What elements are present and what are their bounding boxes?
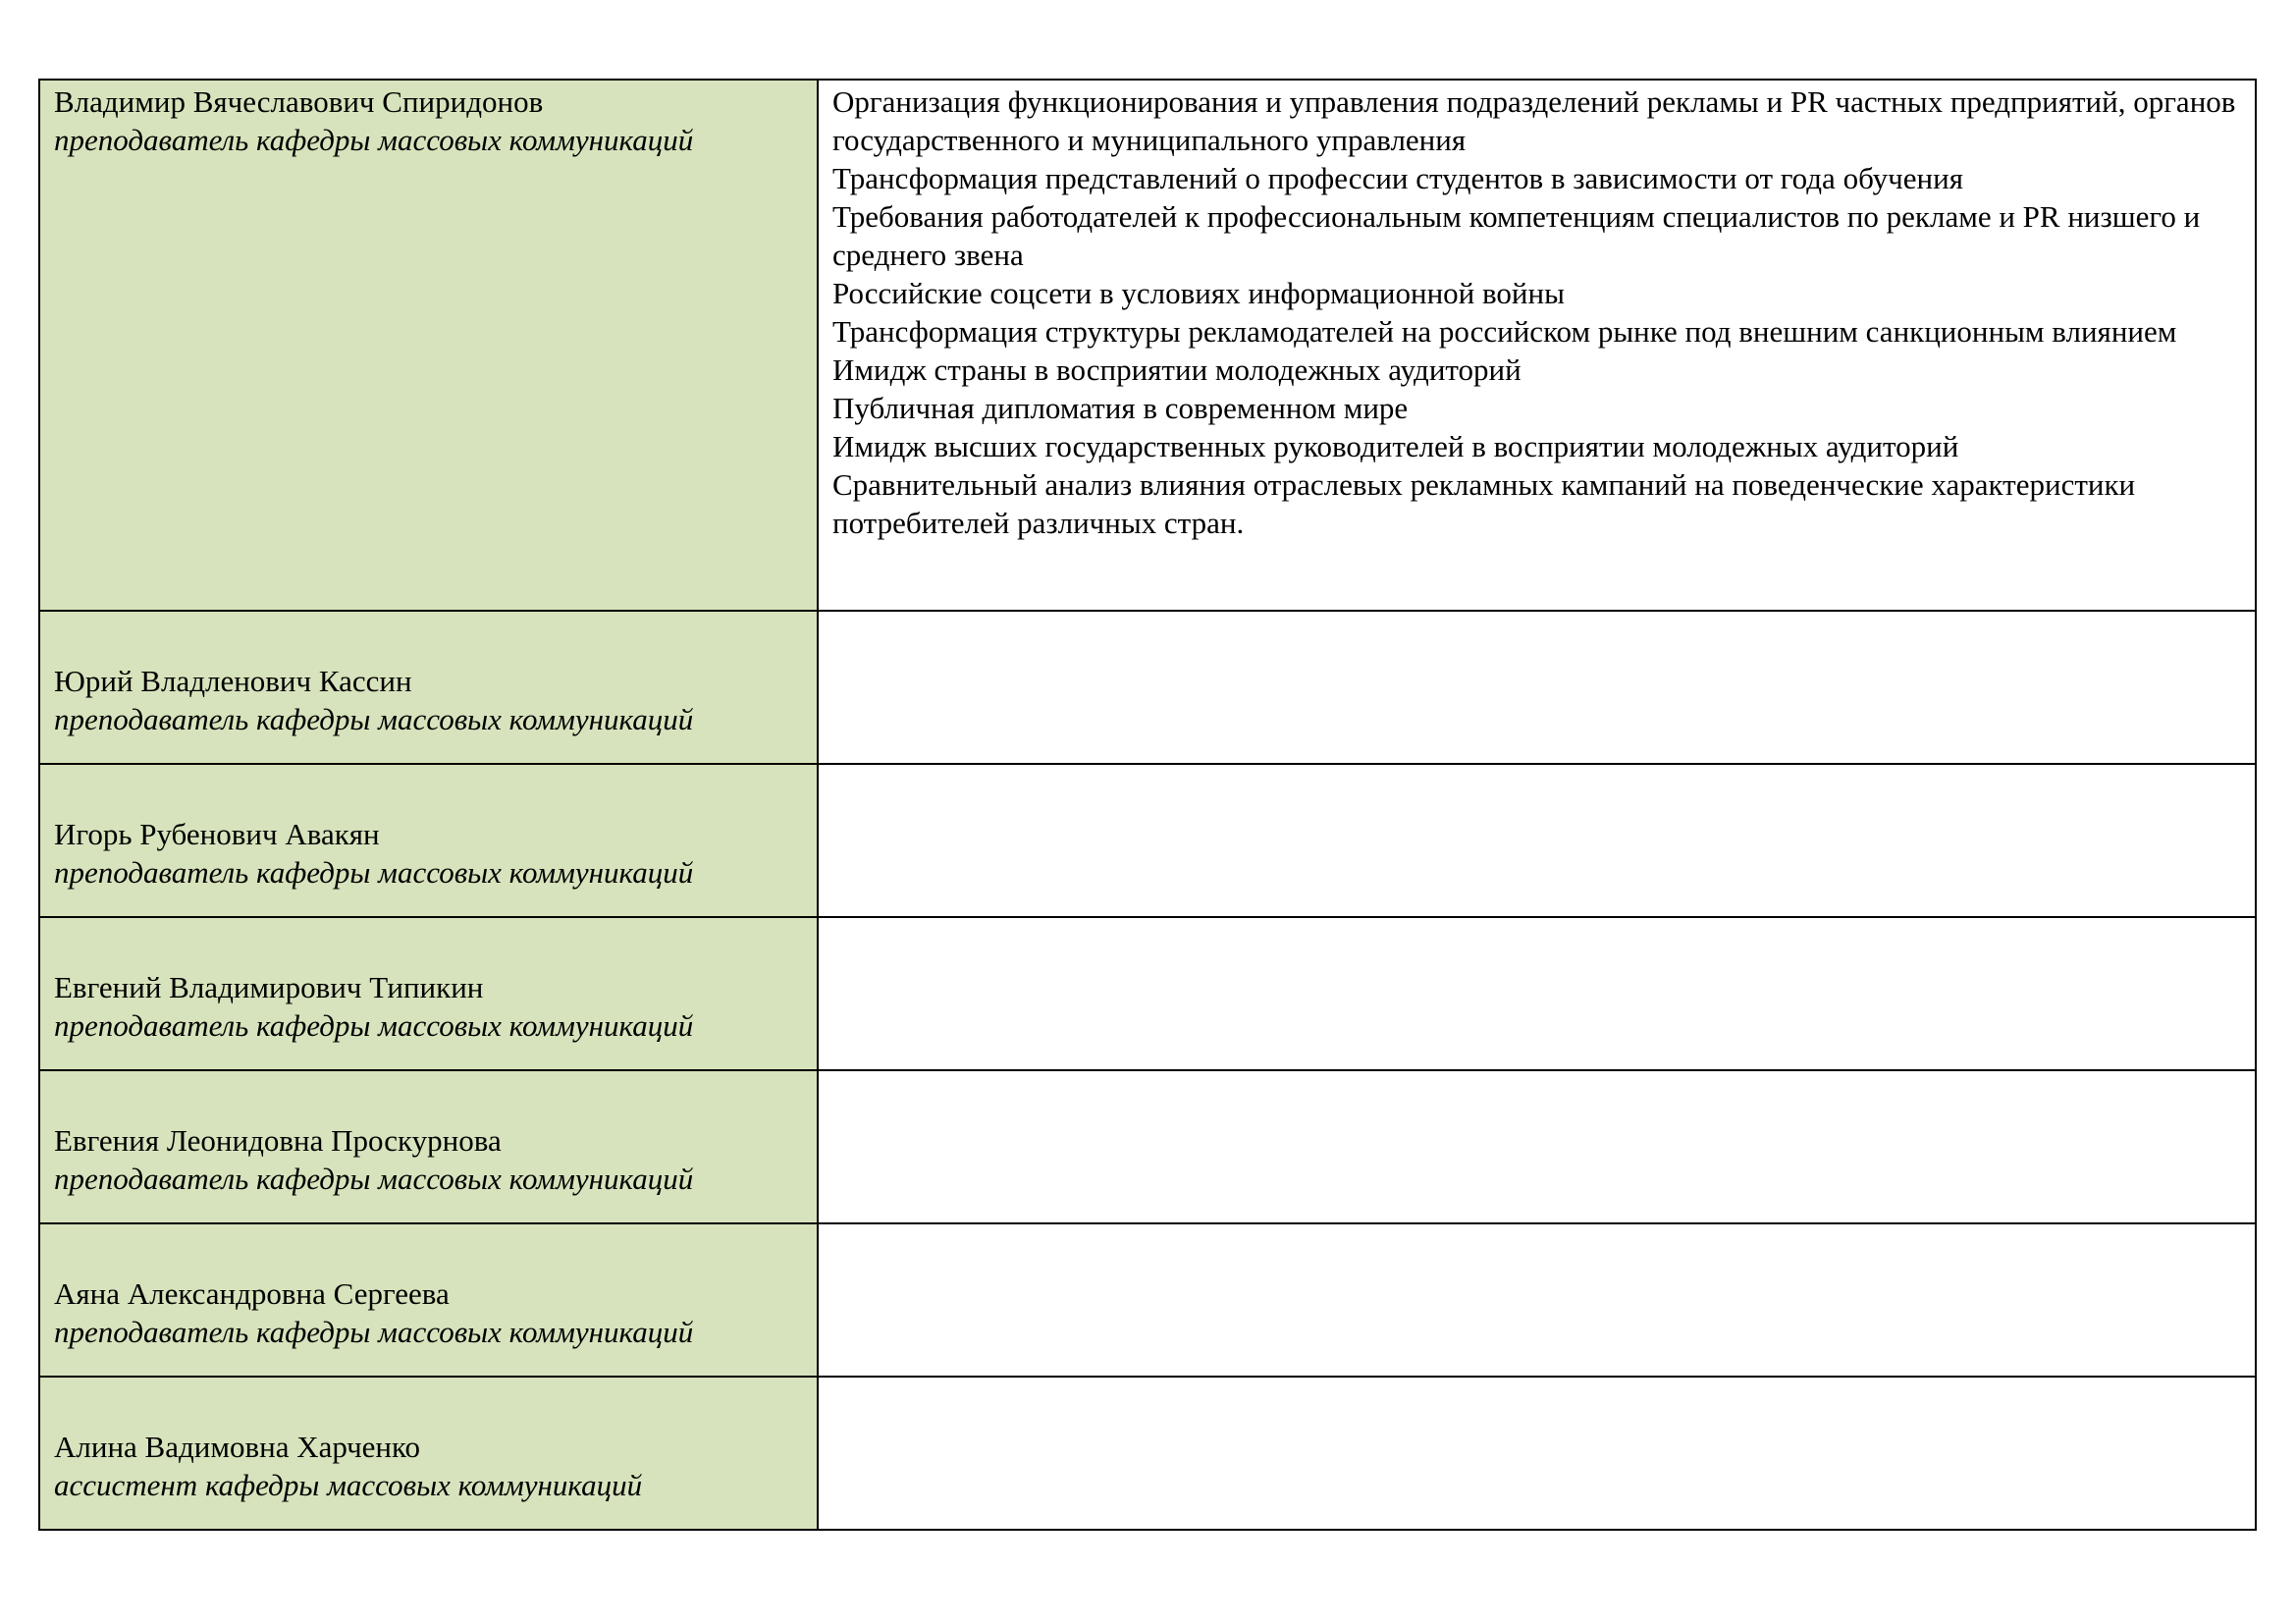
topic-item: Российские соцсети в условиях информационной войны	[832, 276, 1565, 310]
person-name: Игорь Рубенович Авакян	[54, 817, 380, 851]
person-cell	[39, 764, 818, 917]
topics-cell-empty	[818, 1223, 2256, 1377]
table-row	[39, 1377, 2256, 1530]
person-name: Юрий Владленович Кассин	[54, 664, 412, 698]
person-role: преподаватель кафедры массовых коммуникаций	[54, 1315, 694, 1349]
topics-cell	[818, 80, 2256, 611]
person-role: преподаватель кафедры массовых коммуникаций	[54, 123, 694, 157]
person-role: преподаватель кафедры массовых коммуникаций	[54, 1008, 694, 1043]
person-cell	[39, 917, 818, 1070]
topic-item: Требования работодателей к профессиональным компетенциям специалистов по рекламе и PR низшего и среднего звена	[832, 199, 2201, 272]
topics-cell-empty	[818, 917, 2256, 1070]
person-role: преподаватель кафедры массовых коммуникаций	[54, 1162, 694, 1196]
person-name: Евгений Владимирович Типикин	[54, 970, 484, 1004]
topics-cell-empty	[818, 611, 2256, 764]
table-row	[39, 917, 2256, 1070]
person-cell	[39, 611, 818, 764]
topic-item: Трансформация представлений о профессии студентов в зависимости от года обучения	[832, 161, 1963, 195]
topics-cell-empty	[818, 1070, 2256, 1223]
person-cell	[39, 1223, 818, 1377]
topic-item: Имидж страны в восприятии молодежных аудиторий	[832, 352, 1522, 387]
person-name: Аяна Александровна Сергеева	[54, 1276, 450, 1311]
table-row	[39, 764, 2256, 917]
person-role: преподаватель кафедры массовых коммуникаций	[54, 702, 694, 736]
person-cell	[39, 1377, 818, 1530]
topics-cell-empty	[818, 1377, 2256, 1530]
person-name: Владимир Вячеславович Спиридонов	[54, 84, 544, 119]
topic-item: Трансформация структуры рекламодателей на российском рынке под внешним санкционным влиянием	[832, 314, 2177, 349]
staff-topics-table	[38, 79, 2257, 1531]
table-row	[39, 1223, 2256, 1377]
person-cell	[39, 1070, 818, 1223]
topic-item: Имидж высших государственных руководителей в восприятии молодежных аудиторий	[832, 429, 1959, 463]
topics-cell-empty	[818, 764, 2256, 917]
table-row	[39, 1070, 2256, 1223]
person-name: Алина Вадимовна Харченко	[54, 1430, 420, 1464]
person-role: ассистент кафедры массовых коммуникаций	[54, 1468, 643, 1502]
person-cell	[39, 80, 818, 611]
person-name: Евгения Леонидовна Проскурнова	[54, 1123, 502, 1158]
table-row	[39, 611, 2256, 764]
topic-item: Публичная дипломатия в современном мире	[832, 391, 1409, 425]
topic-item: Сравнительный анализ влияния отраслевых рекламных кампаний на поведенческие характеристики потребителей различных стран.	[832, 467, 2136, 540]
table-row	[39, 80, 2256, 611]
person-role: преподаватель кафедры массовых коммуникаций	[54, 855, 694, 890]
topic-item: Организация функционирования и управления подразделений рекламы и PR частных предприятий, органов государственного и муниципального управления	[832, 84, 2236, 157]
